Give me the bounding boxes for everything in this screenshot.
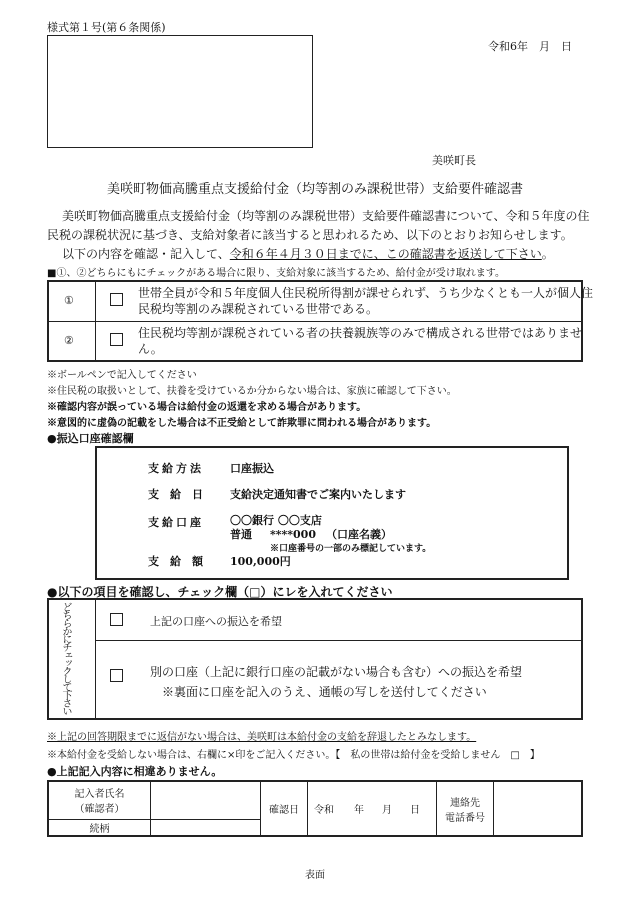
note-dependent: ※住民税の取扱いとして、扶養を受けているか分からない場合は、家族に確認して下さい。 [47,386,457,397]
note-ballpoint: ※ボールペンで記入してください [47,370,197,381]
deadline-text: 令和６年４月３０日までに、この確認書を返送して下さい [229,247,542,261]
condition-2-checkbox[interactable] [110,333,123,346]
condition-1-text: 世帯全員が令和５年度個人住民税所得割が課せられず、うち少なくとも一人が個人住 民税均等割のみ課税されている世帯である。 [138,286,594,316]
amount-label: 支 給 額 [148,555,203,568]
intro-line-1: 美咲町物価高騰重点支援給付金（均等割のみ課税世帯）支給要件確認書について、令和５年度の住 [62,209,590,223]
choice-heading: ●以下の項目を確認し、チェック欄（□）にレを入れてください [47,585,393,599]
confirm-date-cell[interactable]: 令和 年 月 日 [308,781,437,836]
bank-value: 〇〇銀行 〇〇支店 [230,514,322,527]
check-note: ■①、②どちらにもにチェックがある場合に限り、支給対象に該当するため、給付金が受け取れます。 [47,268,505,279]
account-label: 支給口座 [148,516,204,529]
account-line: 普通 ****000 （口座名義） [230,528,392,541]
deadline-note: ※上記の回答期限までに返信がない場合は、美咲町は本給付金の支給を辞退したとみなします。 [47,732,477,743]
confirm-heading: ●上記記入内容に相違ありません。 [47,765,223,778]
stamp-area [47,35,313,148]
condition-2-text: 住民税均等割が課税されている者の扶養親族等のみで構成される世帯ではありませ ん。 [138,326,583,356]
account-note: ※口座番号の一部のみ標記しています。 [270,544,432,554]
relation-input-cell[interactable] [151,819,261,836]
note-fraud: ※意図的に虚偽の記載をした場合は不正受給として詐欺罪に問われる場合があります。 [47,418,437,429]
account-heading: ●振込口座確認欄 [47,432,134,445]
page-title: 美咲町物価高騰重点支援給付金（均等割のみ課税世帯）支給要件確認書 [106,182,523,197]
note-refund: ※確認内容が誤っている場合は給付金の返還を求める場合があります。 [47,402,367,413]
intro-line-2: 民税の課税状況に基づき、支給対象者に該当すると思われるため、以下のとおりお知らせします。 [47,228,573,242]
choice-side-label: どちらかにチェックして下さい [60,602,71,714]
condition-1-number: ① [64,294,74,307]
form-id: 様式第１号(第６条関係) [47,21,166,34]
date-value: 支給決定通知書でご案内いたします [230,488,406,501]
choice-box [47,598,583,720]
option-2-text: 別の口座（上記に銀行口座の記載がない場合も含む）への振込を希望 [150,665,523,679]
method-label: 支給方法 [148,462,204,475]
option-2-note: ※裏面に口座を記入のうえ、通帳の写しを送付してください [162,685,487,699]
confirm-date-label: 確認日 [261,781,308,836]
contact-label: 連絡先 電話番号 [437,781,494,836]
option-2-checkbox[interactable] [110,669,123,682]
option-1-text: 上記の口座への振込を希望 [150,615,282,628]
date-line: 令和6年 月 日 [488,40,572,53]
issuer: 美咲町長 [432,154,476,167]
decline-note: ※本給付金を受給しない場合は、右欄に×印をご記入ください。【 私の世帯は給付金を受給しません □ 】 [47,750,540,761]
relation-label: 続柄 [48,819,151,836]
condition-1-checkbox[interactable] [110,293,123,306]
page-label: 表面 [305,870,325,881]
intro-line-3: 以下の内容を確認・記入して、令和６年４月３０日までに、この確認書を返送して下さい。 [62,247,554,261]
name-label-cell: 記入者氏名 （確認者） [48,781,151,819]
contact-input-cell[interactable] [494,781,583,836]
amount-value: 100,000円 [230,555,291,568]
date-label: 支 給 日 [148,488,203,501]
method-value: 口座振込 [230,462,274,475]
option-1-checkbox[interactable] [110,613,123,626]
signature-table [47,780,583,837]
name-input-cell[interactable] [151,781,261,819]
condition-2-number: ② [64,334,74,347]
